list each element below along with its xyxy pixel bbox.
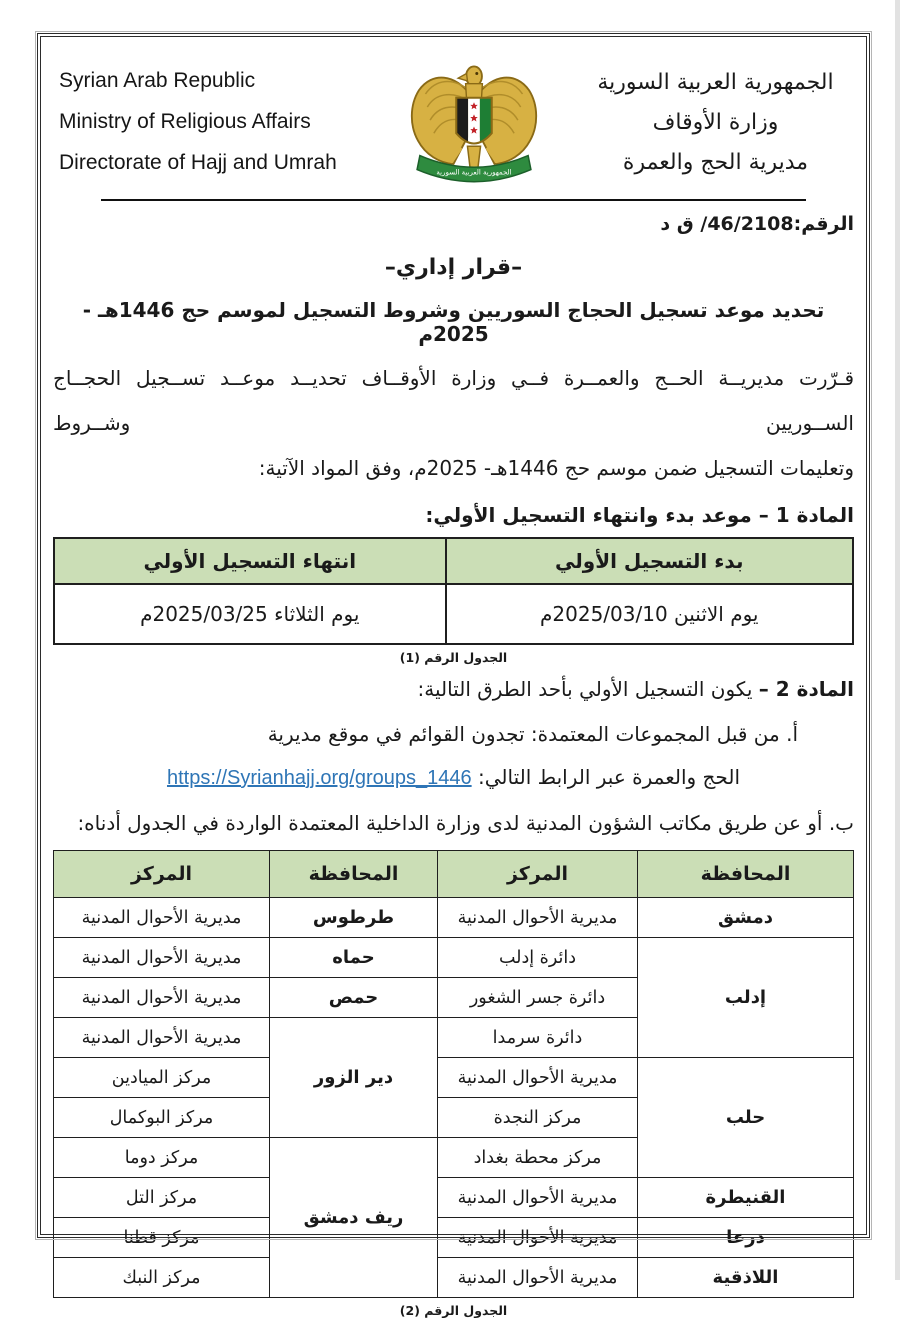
syrian-eagle-emblem-icon bbox=[404, 56, 544, 188]
registration-groups-link[interactable]: https://Syrianhajj.org/groups_1446 bbox=[166, 767, 472, 789]
table1-header-end: انتهاء التسجيل الأولي bbox=[54, 538, 446, 584]
table2-header-row bbox=[54, 851, 854, 898]
intro-paragraph bbox=[53, 356, 854, 491]
center-cell: مركز محطة بغداد bbox=[438, 1138, 638, 1178]
center-cell: مركز التل bbox=[54, 1178, 270, 1218]
table1-caption: الجدول الرقم (1) bbox=[399, 650, 508, 665]
center-cell: دائرة إدلب bbox=[438, 938, 638, 978]
arabic-line-ministry: وزارة الأوقاف bbox=[652, 109, 779, 135]
article2-item-b: ب. أو عن طريق مكاتب الشؤون المدنية لدى وزارة الداخلية المعتمدة الواردة في الجدول أدناه: bbox=[77, 811, 854, 835]
center-cell: مركز النبك bbox=[54, 1258, 270, 1298]
registration-dates-table bbox=[53, 537, 854, 645]
table2-header-center-left: المركز bbox=[54, 851, 270, 898]
article1-heading: المادة 1 – موعد بدء وانتهاء التسجيل الأولي: bbox=[425, 503, 854, 527]
center-cell: مديرية الأحوال المدنية bbox=[438, 898, 638, 938]
governorate-cell: القنيطرة bbox=[638, 1178, 854, 1218]
center-cell: مركز دوما bbox=[54, 1138, 270, 1178]
english-line-country: Syrian Arab Republic bbox=[59, 69, 256, 92]
intro-line-1: قـرّرت مديريــة الحــج والعمــرة فــي وزارة الأوقــاف تحديــد موعــد تســجيل الحجــاج الســوريين وشــروط bbox=[53, 366, 854, 435]
article2-item-a: أ. من قبل المجموعات المعتمدة: تجدون القوائم في موقع مديرية bbox=[267, 722, 798, 746]
english-line-directorate: Directorate of Hajj and Umrah bbox=[59, 151, 337, 174]
subject-title: تحديد موعد تسجيل الحجاج السوريين وشروط التسجيل لموسم حج 1446هـ - 2025م bbox=[82, 298, 825, 346]
table1-header-row bbox=[54, 538, 853, 584]
center-cell: مديرية الأحوال المدنية bbox=[54, 1018, 270, 1058]
table1-data-row bbox=[54, 584, 853, 644]
article2-heading bbox=[53, 677, 854, 701]
center-cell: مديرية الأحوال المدنية bbox=[438, 1218, 638, 1258]
arabic-title-block bbox=[583, 70, 848, 175]
center-cell: دائرة سرمدا bbox=[438, 1018, 638, 1058]
letterhead bbox=[53, 53, 854, 191]
center-cell: مديرية الأحوال المدنية bbox=[438, 1058, 638, 1098]
table-row bbox=[54, 898, 854, 938]
header-divider bbox=[101, 199, 806, 201]
table-row bbox=[54, 1178, 854, 1218]
link-line-prefix: الحج والعمرة عبر الرابط التالي: bbox=[471, 765, 740, 789]
table2-header-center-right: المركز bbox=[438, 851, 638, 898]
center-cell: مركز النجدة bbox=[438, 1098, 638, 1138]
table2-caption: الجدول الرقم (2) bbox=[399, 1303, 508, 1318]
center-cell: مديرية الأحوال المدنية bbox=[54, 898, 270, 938]
article2-item-a-link-line bbox=[53, 765, 854, 790]
english-line-ministry: Ministry of Religious Affairs bbox=[59, 110, 311, 133]
governorate-cell: اللاذقية bbox=[638, 1258, 854, 1298]
table-row bbox=[54, 1058, 854, 1098]
document-frame bbox=[37, 33, 870, 1318]
intro-line-2: وتعليمات التسجيل ضمن موسم حج 1446هـ- 2025م، وفق المواد الآتية: bbox=[258, 456, 854, 480]
governorate-cell: درعا bbox=[638, 1218, 854, 1258]
governorate-cell: حماه bbox=[270, 938, 438, 978]
arabic-line-directorate: مديرية الحج والعمرة bbox=[622, 149, 809, 175]
center-cell: مركز الميادين bbox=[54, 1058, 270, 1098]
center-cell: مديرية الأحوال المدنية bbox=[438, 1178, 638, 1218]
governorate-cell: دير الزور bbox=[270, 1018, 438, 1138]
document-number: الرقم:46/2108/ ق د bbox=[660, 213, 854, 235]
center-cell: دائرة جسر الشغور bbox=[438, 978, 638, 1018]
table2-header-governorate-right: المحافظة bbox=[638, 851, 854, 898]
table-row bbox=[54, 938, 854, 978]
governorate-cell: طرطوس bbox=[270, 898, 438, 938]
governorate-cell: ريف دمشق bbox=[270, 1138, 438, 1298]
emblem-banner-text: الجمهورية العربية السورية bbox=[435, 168, 512, 177]
center-cell: مركز قطنا bbox=[54, 1218, 270, 1258]
table2-header-governorate-left: المحافظة bbox=[270, 851, 438, 898]
table1-header-start: بدء التسجيل الأولي bbox=[446, 538, 853, 584]
governorate-cell: دمشق bbox=[638, 898, 854, 938]
table1-end-value: يوم الثلاثاء 2025/03/25م bbox=[54, 584, 446, 644]
english-title-block bbox=[59, 69, 364, 175]
governorate-cell: إدلب bbox=[638, 938, 854, 1058]
governorate-cell: حلب bbox=[638, 1058, 854, 1178]
scan-edge-artifact bbox=[895, 0, 900, 1280]
civil-offices-table bbox=[53, 850, 854, 1298]
table1-start-value: يوم الاثنين 2025/03/10م bbox=[446, 584, 853, 644]
article2-heading-number: المادة 2 – bbox=[758, 677, 854, 701]
center-cell: مركز البوكمال bbox=[54, 1098, 270, 1138]
article2-heading-text: يكون التسجيل الأولي بأحد الطرق التالية: bbox=[417, 677, 759, 701]
table-row bbox=[54, 1258, 854, 1298]
center-cell: مديرية الأحوال المدنية bbox=[54, 938, 270, 978]
decision-label: –قرار إداري– bbox=[384, 255, 523, 280]
table-row bbox=[54, 1218, 854, 1258]
center-cell: مديرية الأحوال المدنية bbox=[54, 978, 270, 1018]
center-cell: مديرية الأحوال المدنية bbox=[438, 1258, 638, 1298]
arabic-line-country: الجمهورية العربية السورية bbox=[597, 69, 834, 95]
governorate-cell: حمص bbox=[270, 978, 438, 1018]
